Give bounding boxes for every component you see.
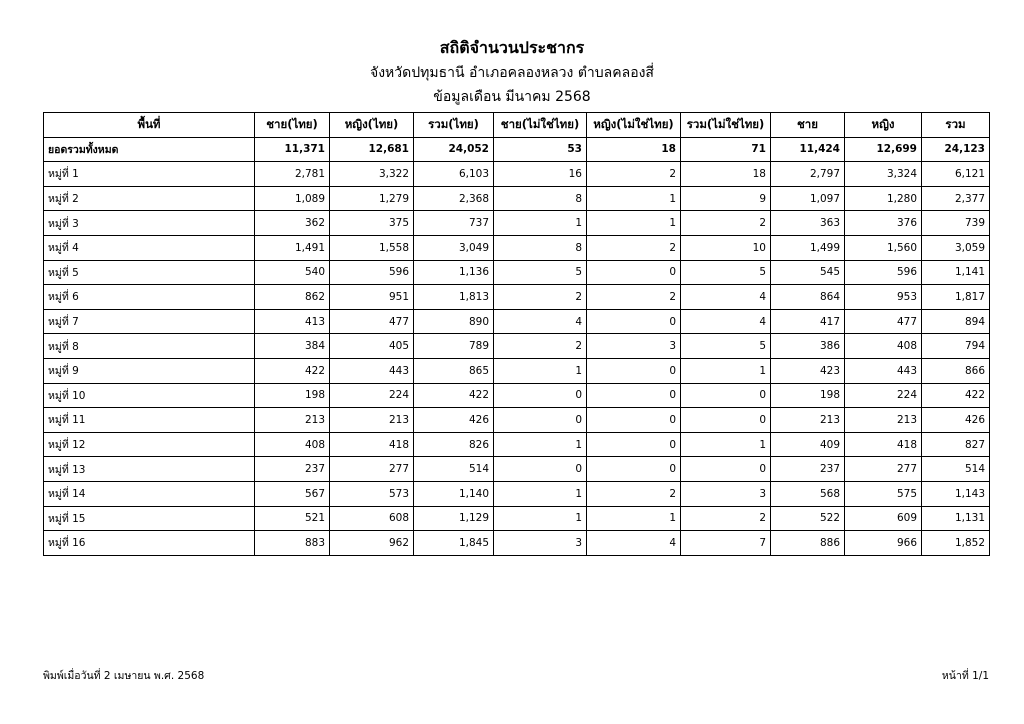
table-cell: 224 <box>845 383 922 408</box>
table-row <box>44 186 990 211</box>
table-cell: 2 <box>494 285 587 310</box>
table-cell: 477 <box>845 309 922 334</box>
table-cell: 1 <box>494 481 587 506</box>
table-cell: 409 <box>771 432 845 457</box>
table-cell: 5 <box>681 334 771 359</box>
village-label: หมู่ที่ 8 <box>44 334 255 359</box>
table-cell: 1 <box>587 506 681 531</box>
report-subtitle-location: จังหวัดปทุมธานี อำเภอคลองหลวง ตำบลคลองสี่ <box>370 65 654 81</box>
table-cell: 865 <box>414 358 494 383</box>
header-female-nonthai: หญิง(ไม่ใช่ไทย) <box>587 113 681 138</box>
table-cell: 2,781 <box>255 162 330 187</box>
table-cell: 789 <box>414 334 494 359</box>
village-label: หมู่ที่ 6 <box>44 285 255 310</box>
table-cell: 477 <box>330 309 414 334</box>
village-label: หมู่ที่ 11 <box>44 408 255 433</box>
total-row <box>44 137 990 162</box>
table-cell: 213 <box>845 408 922 433</box>
table-cell: 426 <box>922 408 990 433</box>
table-cell: 0 <box>587 260 681 285</box>
table-cell: 514 <box>414 457 494 482</box>
table-cell: 213 <box>255 408 330 433</box>
table-cell: 376 <box>845 211 922 236</box>
table-cell: 11,371 <box>255 137 330 162</box>
table-cell: 609 <box>845 506 922 531</box>
table-cell: 53 <box>494 137 587 162</box>
table-cell: 0 <box>587 383 681 408</box>
village-label: หมู่ที่ 9 <box>44 358 255 383</box>
table-cell: 422 <box>255 358 330 383</box>
table-row <box>44 481 990 506</box>
printed-date: พิมพ์เมื่อวันที่ 2 เมษายน พ.ศ. 2568 <box>43 670 205 682</box>
table-cell: 0 <box>587 408 681 433</box>
table-cell: 408 <box>255 432 330 457</box>
table-cell: 418 <box>330 432 414 457</box>
table-cell: 224 <box>330 383 414 408</box>
table-cell: 10 <box>681 235 771 260</box>
table-cell: 1,089 <box>255 186 330 211</box>
table-row <box>44 309 990 334</box>
table-cell: 3,322 <box>330 162 414 187</box>
table-cell: 418 <box>845 432 922 457</box>
table-cell: 596 <box>330 260 414 285</box>
village-label: หมู่ที่ 10 <box>44 383 255 408</box>
village-label: หมู่ที่ 7 <box>44 309 255 334</box>
village-label: หมู่ที่ 1 <box>44 162 255 187</box>
table-row <box>44 285 990 310</box>
table-cell: 16 <box>494 162 587 187</box>
table-row <box>44 383 990 408</box>
table-cell: 6,121 <box>922 162 990 187</box>
table-cell: 1,491 <box>255 235 330 260</box>
village-label: หมู่ที่ 13 <box>44 457 255 482</box>
table-cell: 1,097 <box>771 186 845 211</box>
table-cell: 1 <box>587 186 681 211</box>
table-cell: 24,123 <box>922 137 990 162</box>
table-cell: 521 <box>255 506 330 531</box>
table-cell: 8 <box>494 235 587 260</box>
table-cell: 2 <box>494 334 587 359</box>
table-cell: 1,136 <box>414 260 494 285</box>
table-cell: 1 <box>494 432 587 457</box>
table-cell: 2 <box>681 506 771 531</box>
village-label: หมู่ที่ 15 <box>44 506 255 531</box>
table-row <box>44 531 990 556</box>
table-cell: 567 <box>255 481 330 506</box>
table-row <box>44 162 990 187</box>
table-cell: 2 <box>587 235 681 260</box>
header-female-thai: หญิง(ไทย) <box>330 113 414 138</box>
village-label: หมู่ที่ 2 <box>44 186 255 211</box>
table-cell: 1 <box>494 358 587 383</box>
table-row <box>44 334 990 359</box>
report-subtitle-period: ข้อมูลเดือน มีนาคม 2568 <box>433 89 591 105</box>
header-male-thai: ชาย(ไทย) <box>255 113 330 138</box>
table-cell: 1,817 <box>922 285 990 310</box>
table-cell: 1,845 <box>414 531 494 556</box>
table-cell: 1 <box>494 506 587 531</box>
table-cell: 198 <box>771 383 845 408</box>
table-cell: 966 <box>845 531 922 556</box>
header-male: ชาย <box>771 113 845 138</box>
table-row <box>44 506 990 531</box>
table-row <box>44 358 990 383</box>
table-cell: 1,558 <box>330 235 414 260</box>
table-cell: 2,368 <box>414 186 494 211</box>
table-cell: 5 <box>681 260 771 285</box>
table-cell: 408 <box>845 334 922 359</box>
table-cell: 198 <box>255 383 330 408</box>
table-cell: 962 <box>330 531 414 556</box>
table-cell: 386 <box>771 334 845 359</box>
table-cell: 1 <box>681 432 771 457</box>
table-cell: 3 <box>494 531 587 556</box>
table-cell: 277 <box>330 457 414 482</box>
table-cell: 826 <box>414 432 494 457</box>
table-cell: 362 <box>255 211 330 236</box>
table-cell: 0 <box>494 457 587 482</box>
table-cell: 277 <box>845 457 922 482</box>
table-cell: 375 <box>330 211 414 236</box>
table-cell: 5 <box>494 260 587 285</box>
table-cell: 405 <box>330 334 414 359</box>
table-cell: 1,852 <box>922 531 990 556</box>
table-cell: 1,560 <box>845 235 922 260</box>
village-label: หมู่ที่ 5 <box>44 260 255 285</box>
table-cell: 18 <box>681 162 771 187</box>
table-cell: 883 <box>255 531 330 556</box>
table-cell: 866 <box>922 358 990 383</box>
table-cell: 886 <box>771 531 845 556</box>
header-total: รวม <box>922 113 990 138</box>
table-cell: 1,813 <box>414 285 494 310</box>
table-row <box>44 260 990 285</box>
table-cell: 3,059 <box>922 235 990 260</box>
table-cell: 24,052 <box>414 137 494 162</box>
table-cell: 953 <box>845 285 922 310</box>
village-label: หมู่ที่ 14 <box>44 481 255 506</box>
total-label: ยอดรวมทั้งหมด <box>44 137 255 162</box>
table-cell: 363 <box>771 211 845 236</box>
table-cell: 413 <box>255 309 330 334</box>
village-label: หมู่ที่ 4 <box>44 235 255 260</box>
table-cell: 423 <box>771 358 845 383</box>
table-cell: 3,324 <box>845 162 922 187</box>
table-cell: 4 <box>681 285 771 310</box>
table-cell: 0 <box>587 358 681 383</box>
table-cell: 1,141 <box>922 260 990 285</box>
table-cell: 1 <box>681 358 771 383</box>
table-cell: 1 <box>587 211 681 236</box>
table-cell: 384 <box>255 334 330 359</box>
village-label: หมู่ที่ 16 <box>44 531 255 556</box>
table-cell: 573 <box>330 481 414 506</box>
table-cell: 1,131 <box>922 506 990 531</box>
village-label: หมู่ที่ 3 <box>44 211 255 236</box>
table-cell: 237 <box>255 457 330 482</box>
header-female: หญิง <box>845 113 922 138</box>
table-cell: 568 <box>771 481 845 506</box>
table-cell: 862 <box>255 285 330 310</box>
table-cell: 596 <box>845 260 922 285</box>
table-cell: 514 <box>922 457 990 482</box>
table-cell: 827 <box>922 432 990 457</box>
table-cell: 9 <box>681 186 771 211</box>
table-row <box>44 457 990 482</box>
table-cell: 608 <box>330 506 414 531</box>
table-cell: 0 <box>587 457 681 482</box>
table-row <box>44 408 990 433</box>
table-cell: 12,699 <box>845 137 922 162</box>
table-cell: 2 <box>587 481 681 506</box>
table-cell: 2,377 <box>922 186 990 211</box>
table-cell: 739 <box>922 211 990 236</box>
table-row <box>44 432 990 457</box>
table-cell: 1,499 <box>771 235 845 260</box>
table-cell: 213 <box>330 408 414 433</box>
table-cell: 0 <box>681 408 771 433</box>
table-cell: 11,424 <box>771 137 845 162</box>
table-cell: 2 <box>587 162 681 187</box>
table-cell: 422 <box>922 383 990 408</box>
population-table <box>43 112 990 556</box>
table-cell: 522 <box>771 506 845 531</box>
table-cell: 12,681 <box>330 137 414 162</box>
table-row <box>44 211 990 236</box>
table-cell: 4 <box>681 309 771 334</box>
table-header-row <box>44 113 990 138</box>
table-cell: 237 <box>771 457 845 482</box>
table-cell: 443 <box>845 358 922 383</box>
table-cell: 18 <box>587 137 681 162</box>
page-number: หน้าที่ 1/1 <box>941 670 989 682</box>
header-total-nonthai: รวม(ไม่ใช่ไทย) <box>681 113 771 138</box>
table-cell: 951 <box>330 285 414 310</box>
table-cell: 426 <box>414 408 494 433</box>
table-row <box>44 235 990 260</box>
table-cell: 1,140 <box>414 481 494 506</box>
table-cell: 443 <box>330 358 414 383</box>
table-cell: 0 <box>681 457 771 482</box>
table-cell: 2 <box>681 211 771 236</box>
report-title: สถิติจำนวนประชากร <box>439 38 585 57</box>
table-cell: 8 <box>494 186 587 211</box>
table-cell: 1,143 <box>922 481 990 506</box>
table-cell: 2 <box>587 285 681 310</box>
table-cell: 575 <box>845 481 922 506</box>
village-label: หมู่ที่ 12 <box>44 432 255 457</box>
table-cell: 2,797 <box>771 162 845 187</box>
table-cell: 737 <box>414 211 494 236</box>
table-cell: 3 <box>587 334 681 359</box>
header-total-thai: รวม(ไทย) <box>414 113 494 138</box>
table-cell: 71 <box>681 137 771 162</box>
header-area: พื้นที่ <box>44 113 255 138</box>
table-cell: 1,280 <box>845 186 922 211</box>
table-cell: 0 <box>494 408 587 433</box>
table-cell: 0 <box>587 432 681 457</box>
table-cell: 794 <box>922 334 990 359</box>
table-cell: 1,129 <box>414 506 494 531</box>
table-cell: 890 <box>414 309 494 334</box>
table-cell: 7 <box>681 531 771 556</box>
table-cell: 545 <box>771 260 845 285</box>
table-cell: 864 <box>771 285 845 310</box>
table-cell: 1,279 <box>330 186 414 211</box>
table-cell: 894 <box>922 309 990 334</box>
table-cell: 3 <box>681 481 771 506</box>
table-cell: 417 <box>771 309 845 334</box>
table-cell: 4 <box>494 309 587 334</box>
table-cell: 0 <box>587 309 681 334</box>
table-cell: 1 <box>494 211 587 236</box>
table-cell: 6,103 <box>414 162 494 187</box>
table-cell: 213 <box>771 408 845 433</box>
table-cell: 0 <box>494 383 587 408</box>
header-male-nonthai: ชาย(ไม่ใช่ไทย) <box>494 113 587 138</box>
table-cell: 0 <box>681 383 771 408</box>
table-cell: 422 <box>414 383 494 408</box>
table-cell: 4 <box>587 531 681 556</box>
table-cell: 3,049 <box>414 235 494 260</box>
table-cell: 540 <box>255 260 330 285</box>
